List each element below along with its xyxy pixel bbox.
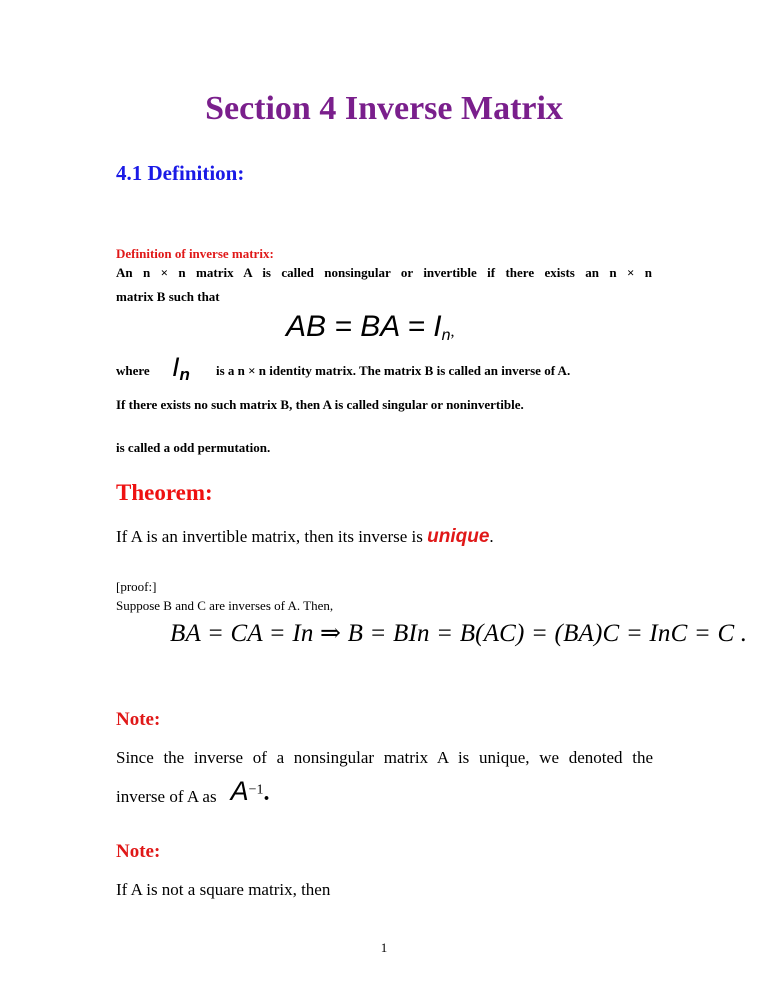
page-title: Section 4 Inverse Matrix <box>205 90 563 127</box>
theorem-text-post: . <box>489 527 494 546</box>
equation-subscript: n <box>441 327 451 345</box>
odd-permutation-line: is called a odd permutation. <box>116 440 271 455</box>
equation-main: AB = BA = I <box>286 310 442 343</box>
theorem-text-pre: If A is an invertible matrix, then its inverse is <box>116 527 428 546</box>
definition-line-1: An n × n matrix A is called nonsingular or invertible if there exists an n × n <box>116 265 652 280</box>
equation-ab-ba-in <box>286 310 455 345</box>
note-1-line-2-text: inverse of A as <box>116 787 217 806</box>
inverse-superscript: −1 <box>248 782 264 798</box>
note-1-line-2 <box>116 776 270 807</box>
theorem-unique-word: unique <box>427 526 490 547</box>
note-1-heading: Note: <box>116 709 161 730</box>
definition-label: Definition of inverse matrix: <box>116 246 274 261</box>
note-2-line-1: If A is not a square matrix, then <box>116 880 331 899</box>
theorem-heading: Theorem: <box>116 480 213 505</box>
definition-line-4: If there exists no such matrix B, then A is called singular or noninvertible. <box>116 397 524 412</box>
proof-equation: BA = CA = In ⇒ B = BIn = B(AC) = (BA)C = InC = C . <box>170 620 748 647</box>
where-word: where <box>116 363 150 378</box>
identity-symbol <box>172 352 190 385</box>
proof-line-1: Suppose B and C are inverses of A. Then, <box>116 598 334 613</box>
inverse-symbol: A <box>230 776 249 806</box>
page-number: 1 <box>380 940 388 955</box>
section-heading: 4.1 Definition: <box>116 161 245 185</box>
note-2-heading: Note: <box>116 841 161 862</box>
proof-label: [proof:] <box>116 579 157 594</box>
theorem-statement <box>116 526 494 548</box>
definition-line-2: matrix B such that <box>116 289 220 304</box>
inverse-period: . <box>263 780 270 806</box>
note-1-line-1: Since the inverse of a nonsingular matrix A is unique, we denoted the <box>116 748 653 767</box>
where-line-rest: is a n × n identity matrix. The matrix B is called an inverse of A. <box>216 363 571 378</box>
equation-comma: , <box>450 323 455 340</box>
identity-letter: I <box>172 352 180 382</box>
identity-subscript: n <box>179 365 190 385</box>
